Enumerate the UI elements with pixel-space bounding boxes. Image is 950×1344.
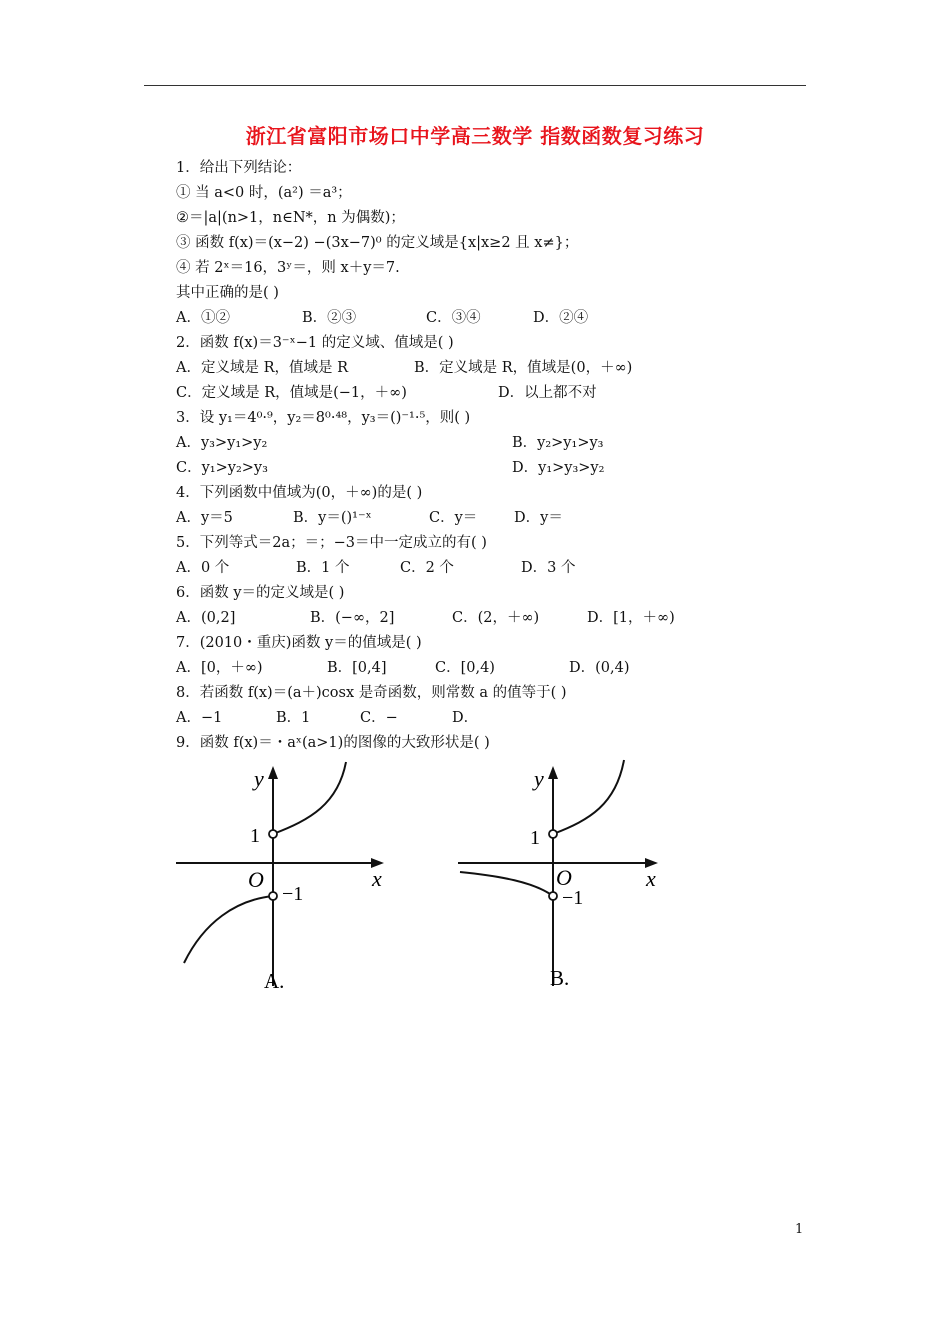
q7-option-b: B．[0,4] bbox=[327, 660, 387, 676]
graph-a-open-point-bottom bbox=[269, 892, 277, 900]
graph-a-open-point-top bbox=[269, 830, 277, 838]
q7-option-a: A．[0，＋∞) bbox=[176, 660, 263, 676]
page-number: 1 bbox=[795, 1222, 804, 1237]
q7-option-c: C．[0,4) bbox=[435, 660, 495, 676]
q2-option-d: D．以上都不对 bbox=[498, 385, 597, 401]
q5-option-c: C．2 个 bbox=[400, 560, 454, 576]
q3-option-a: A．y₃>y₁>y₂ bbox=[176, 435, 268, 451]
q6-option-a: A．(0,2] bbox=[176, 610, 236, 626]
graph-b-y-label: y bbox=[534, 766, 544, 791]
q2-option-a: A．定义域是 R，值域是 R bbox=[176, 360, 349, 376]
question-9: 9．函数 f(x)＝・aˣ(a>1)的图像的大致形状是( ) bbox=[176, 735, 490, 751]
q4-option-c: C．y＝ bbox=[429, 510, 478, 526]
q6-option-d: D．[1，＋∞) bbox=[587, 610, 675, 626]
graph-b-y-arrow bbox=[548, 766, 558, 779]
q7-options bbox=[176, 658, 630, 678]
q3-option-c: C．y₁>y₂>y₃ bbox=[176, 460, 268, 476]
q8-option-d: D． bbox=[452, 710, 479, 726]
q1-ask: 其中正确的是( ) bbox=[176, 285, 279, 301]
q1-statement-3: ③ 函数 f(x)＝(x−2) −(3x−7)⁰ 的定义域是{x|x≥2 且 x≠}； bbox=[176, 235, 579, 251]
q4-options bbox=[176, 508, 563, 528]
question-2: 2．函数 f(x)＝3⁻ˣ−1 的定义域、值域是( ) bbox=[176, 335, 454, 351]
q6-option-b: B．(−∞，2] bbox=[310, 610, 395, 626]
q8-options bbox=[176, 708, 478, 728]
question-8: 8．若函数 f(x)＝(a＋)cosx 是奇函数，则常数 a 的值等于( ) bbox=[176, 685, 567, 701]
q6-option-c: C．(2，＋∞) bbox=[452, 610, 540, 626]
q1-option-a: A．①② bbox=[176, 310, 230, 326]
q1-statement-4: ④ 若 2ˣ＝16，3ʸ＝，则 x＋y＝7. bbox=[176, 260, 400, 276]
graph-b-open-point-bottom bbox=[549, 892, 557, 900]
graph-a-one-label: 1 bbox=[250, 825, 260, 847]
graph-a-curve-right bbox=[273, 762, 346, 834]
graph-b-one-label: 1 bbox=[530, 827, 540, 849]
q3-option-d: D．y₁>y₃>y₂ bbox=[512, 460, 605, 476]
q8-option-b: B．1 bbox=[276, 710, 311, 726]
q1-option-c: C．③④ bbox=[426, 310, 481, 326]
graph-b-open-point-top bbox=[549, 830, 557, 838]
graph-a-y-arrow bbox=[268, 766, 278, 779]
question-6: 6．函数 y＝的定义域是( ) bbox=[176, 585, 345, 601]
question-4: 4．下列函数中值域为(0，＋∞)的是( ) bbox=[176, 485, 423, 501]
document-title: 浙江省富阳市场口中学高三数学 指数函数复习练习 bbox=[245, 124, 705, 148]
q2-option-c: C．定义域是 R，值域是(−1，＋∞) bbox=[176, 385, 407, 401]
graph-a bbox=[170, 758, 400, 998]
graph-a-origin-label: O bbox=[248, 867, 264, 892]
q4-option-b: B．y＝()¹⁻ˣ bbox=[293, 510, 372, 526]
q7-option-d: D．(0,4) bbox=[569, 660, 630, 676]
q1-statement-1: ① 当 a<0 时，(a²) ＝a³； bbox=[176, 185, 352, 201]
graph-b-curve-left bbox=[460, 872, 553, 896]
q5-option-b: B．1 个 bbox=[296, 560, 350, 576]
graph-a-curve-left bbox=[184, 896, 273, 963]
q1-statement-2: ②＝|a|(n>1，n∈N*，n 为偶数)； bbox=[176, 210, 405, 226]
header-rule bbox=[144, 85, 806, 86]
q2-option-b: B．定义域是 R，值域是(0，＋∞) bbox=[414, 360, 633, 376]
graph-b-origin-label: O bbox=[556, 865, 572, 890]
q5-option-a: A．0 个 bbox=[176, 560, 230, 576]
q1-options bbox=[176, 308, 588, 328]
q5-options bbox=[176, 558, 575, 578]
q8-option-a: A．−1 bbox=[176, 710, 223, 726]
graph-b-neg-one-label: −1 bbox=[562, 887, 584, 909]
q1-option-b: B．②③ bbox=[302, 310, 357, 326]
graph-b-curve-right bbox=[553, 760, 624, 834]
q3-option-b: B．y₂>y₁>y₃ bbox=[512, 435, 604, 451]
graph-a-x-label: x bbox=[372, 866, 382, 891]
graph-a-caption: A. bbox=[264, 969, 285, 993]
q6-options bbox=[176, 608, 675, 628]
question-7: 7．(2010・重庆)函数 y＝的值域是( ) bbox=[176, 635, 422, 651]
graph-a-y-label: y bbox=[254, 766, 264, 791]
question-5: 5．下列等式＝2a；＝；−3＝中一定成立的有( ) bbox=[176, 535, 487, 551]
q5-option-d: D．3 个 bbox=[521, 560, 576, 576]
q2-options-ab bbox=[176, 358, 632, 378]
q8-option-c: C．− bbox=[360, 710, 398, 726]
graph-b bbox=[452, 758, 682, 998]
graph-a-neg-one-label: −1 bbox=[282, 883, 304, 905]
q4-option-a: A．y＝5 bbox=[176, 510, 233, 526]
graph-b-caption: B. bbox=[550, 966, 570, 990]
question-1: 1．给出下列结论： bbox=[176, 160, 302, 176]
q2-options-cd bbox=[176, 383, 597, 403]
q4-option-d: D．y＝ bbox=[514, 510, 563, 526]
graph-b-x-label: x bbox=[646, 866, 656, 891]
question-3: 3．设 y₁＝4⁰·⁹，y₂＝8⁰·⁴⁸，y₃＝()⁻¹·⁵，则( ) bbox=[176, 410, 471, 426]
q1-option-d: D．②④ bbox=[533, 310, 589, 326]
